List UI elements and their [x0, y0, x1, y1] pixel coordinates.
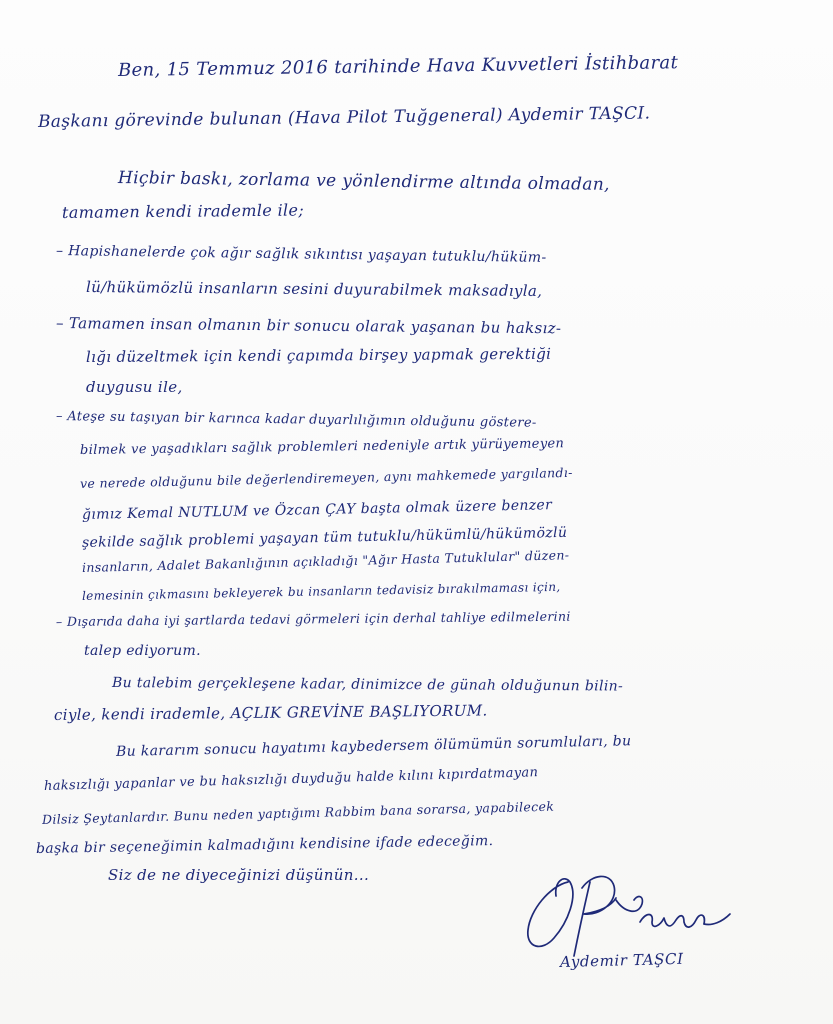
letter-line: ve nerede olduğunu bile değerlendiremeyen, aynı mahkemede yargılandı-	[79, 464, 573, 491]
handwritten-signature	[520, 852, 750, 962]
letter-line: Siz de ne diyeceğinizi düşünün...	[108, 866, 370, 884]
letter-line: duygusu ile,	[86, 378, 183, 396]
letter-line: Dilsiz Şeytanlardır. Bunu neden yaptığımı Rabbim bana sorarsa, yapabilecek	[41, 798, 555, 827]
letter-line: lığı düzeltmek için kendi çapımda birşey yapmak gerektiği	[85, 344, 552, 366]
letter-line: Bu talebim gerçekleşene kadar, dinimizce de günah olduğunun bilin-	[111, 675, 624, 695]
letter-line: ciyle, kendi irademle, AÇLIK GREVİNE BAŞLIYORUM.	[53, 701, 488, 724]
letter-line: insanların, Adalet Bakanlığının açıkladığı "Ağır Hasta Tutuklular" düzen-	[81, 547, 570, 575]
letter-line: talep ediyorum.	[84, 643, 201, 659]
letter-line: – Ateşe su taşıyan bir karınca kadar duyarlılığımın olduğunu göstere-	[55, 409, 537, 431]
letter-line: tamamen kendi irademle ile;	[61, 200, 305, 222]
letter-line: bilmek ve yaşadıkları sağlık problemleri nedeniyle artık yürüyemeyen	[79, 436, 565, 458]
letter-line: lemesinin çıkmasını bekleyerek bu insanların tedavisiz bırakılmaması için,	[81, 579, 561, 603]
letter-line: başka bir seçeneğimin kalmadığını kendisine ifade edeceğim.	[35, 833, 494, 857]
letter-line: Başkanı görevinde bulunan (Hava Pilot Tuğgeneral) Aydemir TAŞCI.	[37, 103, 651, 132]
letter-line: lü/hükümözlü insanların sesini duyurabilmek maksadıyla,	[85, 278, 543, 300]
signature-name: Aydemir TAŞCI	[559, 949, 684, 971]
letter-line: şekilde sağlık problemi yaşayan tüm tutuklu/hükümlü/hükümözlü	[81, 524, 568, 551]
letter-line: ğımız Kemal NUTLUM ve Özcan ÇAY başta olmak üzere benzer	[81, 497, 553, 523]
letter-line: Hiçbir baskı, zorlama ve yönlendirme altında olmadan,	[117, 168, 610, 195]
letter-line: – Hapishanelerde çok ağır sağlık sıkıntısı yaşayan tutuklu/hüküm-	[55, 243, 547, 266]
letter-line: Bu kararım sonucu hayatımı kaybedersem ölümümün sorumluları, bu	[115, 733, 632, 760]
letter-line: Ben, 15 Temmuz 2016 tarihinde Hava Kuvvetleri İstihbarat	[117, 52, 679, 81]
letter-line: – Dışarıda daha iyi şartlarda tedavi görmeleri için derhal tahliye edilmelerini	[55, 608, 571, 629]
letter-line: haksızlığı yapanlar ve bu haksızlığı duyduğu halde kılını kıpırdatmayan	[43, 765, 539, 794]
letter-line: – Tamamen insan olmanın bir sonucu olarak yaşanan bu haksız-	[55, 314, 562, 338]
